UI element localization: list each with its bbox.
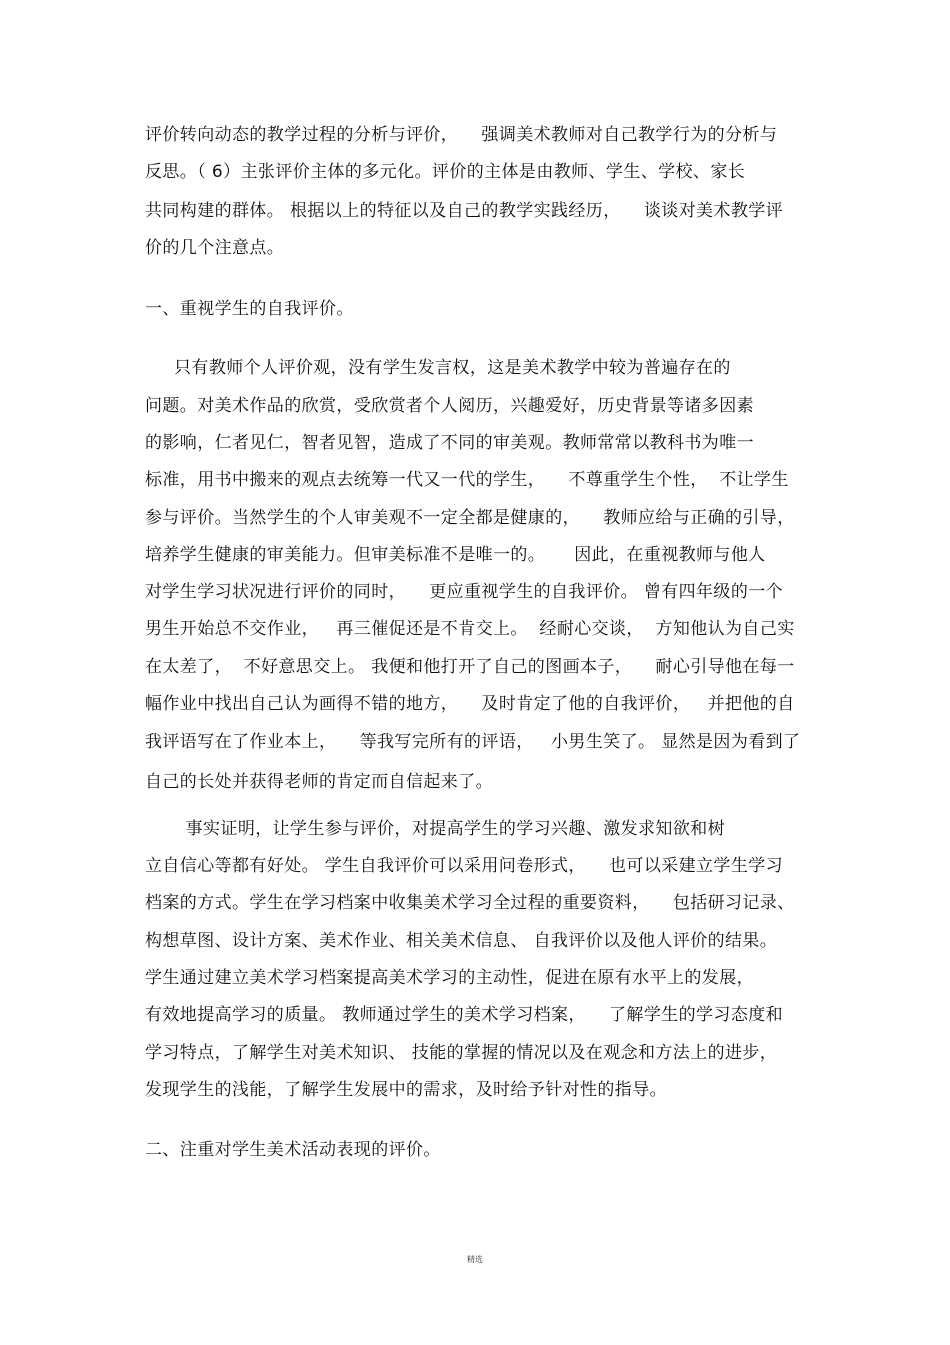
section-heading-1: 一、重视学生的自我评价。 bbox=[145, 299, 354, 319]
intro-line-2: 反思。（ 6）主张评价主体的多元化。评价的主体是由教师、学生、学校、家长 bbox=[145, 162, 746, 182]
para1-line-12: 自己的长处并获得老师的肯定而自信起来了。 bbox=[145, 772, 493, 792]
para1-line-8: 男生开始总不交作业， 再三催促还是不肯交上。 经耐心交谈， 方知他认为自己实 bbox=[145, 619, 795, 639]
para1-line-10: 幅作业中找出自己认为画得不错的地方， 及时肯定了他的自我评价， 并把他的自 bbox=[145, 694, 795, 714]
page-footer: 精选 bbox=[467, 1255, 483, 1264]
intro-line-4: 价的几个注意点。 bbox=[145, 238, 285, 258]
section-heading-2: 二、注重对学生美术活动表现的评价。 bbox=[145, 1140, 441, 1160]
para1-line-3: 的影响，仁者见仁，智者见智，造成了不同的审美观。教师常常以教科书为唯一 bbox=[145, 433, 754, 453]
intro-line-1: 评价转向动态的教学过程的分析与评价， 强调美术教师对自己教学行为的分析与 bbox=[145, 125, 778, 145]
para2-line-7: 学习特点，了解学生对美术知识、 技能的掌握的情况以及在观念和方法上的进步， bbox=[145, 1043, 778, 1063]
para1-line-4: 标准，用书中搬来的观点去统筹一代又一代的学生， 不尊重学生个性， 不让学生 bbox=[145, 470, 789, 490]
para2-line-3: 档案的方式。学生在学习档案中收集美术学习全过程的重要资料， 包括研习记录、 bbox=[145, 893, 795, 913]
para2-line-1: 事实证明，让学生参与评价，对提高学生的学习兴趣、激发求知欲和树 bbox=[145, 819, 726, 839]
para1-line-1: 只有教师个人评价观，没有学生发言权，这是美术教学中较为普遍存在的 bbox=[145, 358, 731, 378]
para1-line-9: 在太差了， 不好意思交上。 我便和他打开了自己的图画本子， 耐心引导他在每一 bbox=[145, 657, 795, 677]
intro-line-3: 共同构建的群体。 根据以上的特征以及自己的教学实践经历， 谈谈对美术教学评 bbox=[145, 201, 784, 221]
para2-line-2: 立自信心等都有好处。 学生自我评价可以采用问卷形式， 也可以采建立学生学习 bbox=[145, 856, 784, 876]
para2-line-5: 学生通过建立美术学习档案提高美术学习的主动性，促进在原有水平上的发展， bbox=[145, 968, 754, 988]
para1-line-6: 培养学生健康的审美能力。但审美标准不是唯一的。 因此，在重视教师与他人 bbox=[145, 545, 766, 565]
para1-line-11: 我评语写在了作业本上， 等我写完所有的评语， 小男生笑了。 显然是因为看到了 bbox=[145, 732, 801, 752]
para2-line-4: 构想草图、设计方案、美术作业、相关美术信息、 自我评价以及他人评价的结果。 bbox=[145, 931, 778, 951]
para2-line-8: 发现学生的浅能，了解学生发展中的需求，及时给予针对性的指导。 bbox=[145, 1080, 667, 1100]
para1-line-2: 问题。对美术作品的欣赏，受欣赏者个人阅历，兴趣爱好，历史背景等诸多因素 bbox=[145, 396, 754, 416]
para2-line-6: 有效地提高学习的质量。 教师通过学生的美术学习档案， 了解学生的学习态度和 bbox=[145, 1005, 784, 1025]
para1-line-5: 参与评价。当然学生的个人审美观不一定全都是健康的， 教师应给与正确的引导， bbox=[145, 508, 795, 528]
para1-line-7: 对学生学习状况进行评价的同时， 更应重视学生的自我评价。 曾有四年级的一个 bbox=[145, 582, 784, 602]
